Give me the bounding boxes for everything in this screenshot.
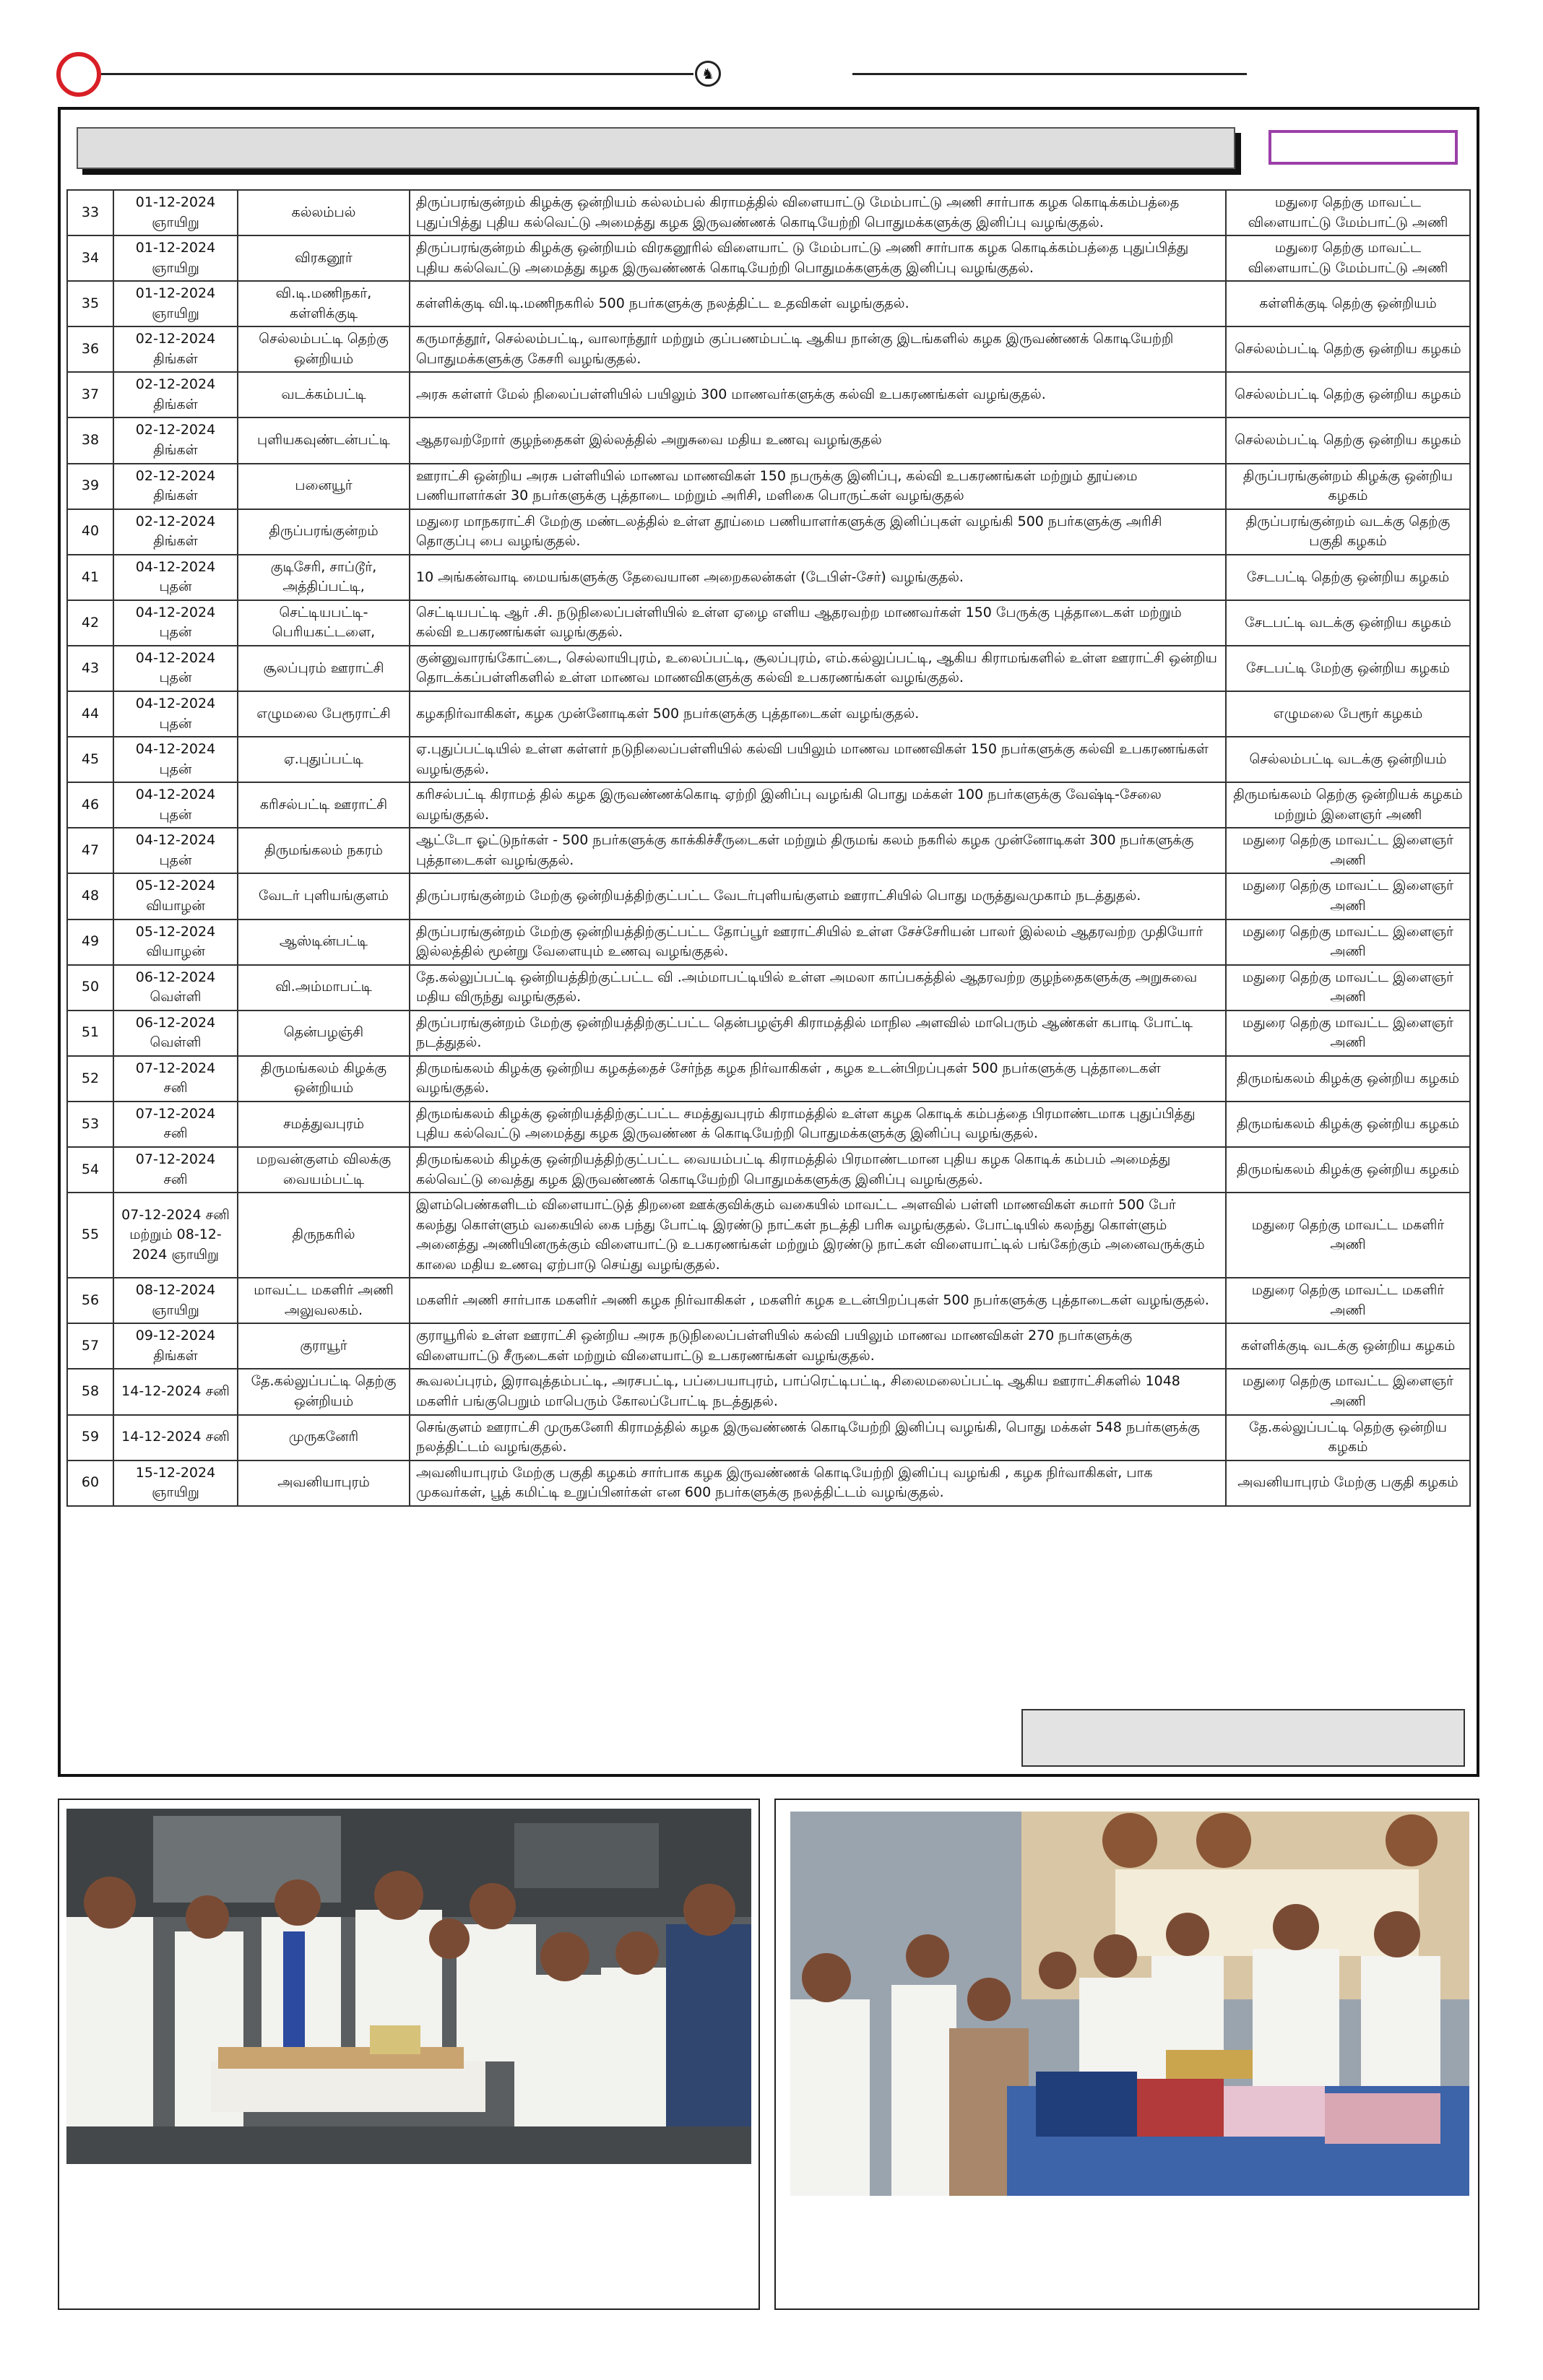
row-date-value: 04-12-2024	[135, 649, 216, 666]
title-tag-box	[1268, 130, 1458, 165]
row-description: திருமங்கலம் கிழக்கு ஒன்றியத்திற்குட்பட்ட சமத்துவபுரம் கிராமத்தில் உள்ள கழக கொடிக் கம்பத்தை பிரமாண்டமாக புதுப்பித்து புதிய கல்வெட்டு அமைத்து கழக இருவண்ண க் கொடியேற்றி பொதுமக்களுக்கு இனிப்பு வழங்குதல்.	[410, 1102, 1226, 1147]
row-date	[113, 1147, 238, 1193]
row-day-value: சனி	[163, 1125, 188, 1142]
row-date-value: 04-12-2024	[135, 696, 216, 712]
row-day-value: சனி	[163, 1171, 188, 1187]
table-row	[67, 965, 1470, 1011]
row-day-value: திங்கள்	[153, 350, 198, 367]
table-row	[67, 1147, 1470, 1193]
row-day-value: ஞாயிறு	[152, 259, 199, 276]
row-description: ஆதரவற்றோர் குழந்தைகள் இல்லத்தில் அறுசுவை மதிய உணவு வழங்குதல்	[410, 417, 1226, 463]
row-place: மறவன்குளம் விலக்கு வையம்பட்டி	[238, 1147, 410, 1193]
footer-note-box	[1021, 1709, 1465, 1767]
row-organizer: திருமங்கலம் கிழக்கு ஒன்றிய கழகம்	[1226, 1102, 1470, 1147]
row-number: 48	[67, 873, 113, 919]
row-date-value: 06-12-2024	[135, 1014, 216, 1031]
row-place: தே.கல்லுப்பட்டி தெற்கு ஒன்றியம்	[238, 1369, 410, 1414]
row-day-value: வியாழன்	[146, 943, 205, 960]
table-row	[67, 555, 1470, 600]
row-day-value: திங்கள்	[153, 442, 198, 459]
row-date	[113, 1461, 238, 1506]
row-place: வடக்கம்பட்டி	[238, 372, 410, 417]
row-date-value: 05-12-2024	[135, 923, 216, 940]
table-row	[67, 326, 1470, 372]
row-number: 33	[67, 190, 113, 235]
row-place: செல்லம்பட்டி தெற்கு ஒன்றியம்	[238, 326, 410, 372]
row-organizer: மதுரை தெற்கு மாவட்ட இளைஞர் அணி	[1226, 1369, 1470, 1414]
row-day-value: திங்கள்	[153, 533, 198, 550]
row-description: கள்ளிக்குடி வி.டி.மணிநகரில் 500 நபர்களுக்கு நலத்திட்ட உதவிகள் வழங்குதல்.	[410, 281, 1226, 326]
row-place: குராயூர்	[238, 1323, 410, 1369]
table-row	[67, 1415, 1470, 1461]
row-number: 44	[67, 691, 113, 737]
row-organizer: அவனியாபுரம் மேற்கு பகுதி கழகம்	[1226, 1461, 1470, 1506]
row-date-value: 02-12-2024	[135, 331, 216, 347]
row-day-value: வெள்ளி	[150, 989, 202, 1005]
row-place: திருப்பரங்குன்றம்	[238, 509, 410, 555]
photo-frame-right	[774, 1799, 1479, 2310]
row-number: 43	[67, 646, 113, 691]
row-date	[113, 555, 238, 600]
row-date	[113, 646, 238, 691]
table-row	[67, 600, 1470, 646]
row-organizer: திருமங்கலம் கிழக்கு ஒன்றிய கழகம்	[1226, 1056, 1470, 1102]
table-row	[67, 190, 1470, 235]
row-date	[113, 1323, 238, 1369]
row-date-value: 02-12-2024	[135, 467, 216, 484]
row-organizer: மதுரை தெற்கு மாவட்ட விளையாட்டு மேம்பாட்டு அணி	[1226, 190, 1470, 235]
row-place: தென்பழஞ்சி	[238, 1011, 410, 1056]
row-date	[113, 1056, 238, 1102]
row-description: திருப்பரங்குன்றம் கிழக்கு ஒன்றியம் கல்லம்பல் கிராமத்தில் விளையாட்டு மேம்பாட்டு அணி சார்பாக கழக கொடிக்கம்பத்தை புதுப்பித்து புதிய கல்வெட்டு அமைத்து கழக இருவண்ணக் கொடியேற்றி பொதுமக்களுக்கு இனிப்பு வழங்குதல்.	[410, 190, 1226, 235]
row-day-value: ஞாயிறு	[152, 214, 199, 230]
row-description: ஏ.புதுப்பட்டியில் உள்ள கள்ளர் நடுநிலைப்பள்ளியில் கல்வி பயிலும் மாணவ மாணவிகள் 150 நபர்களுக்கு கல்வி உபகரணங்கள் வழங்குதல்.	[410, 737, 1226, 782]
row-place: திருமங்கலம் கிழக்கு ஒன்றியம்	[238, 1056, 410, 1102]
row-day-value: புதன்	[159, 806, 192, 823]
row-date-value: 06-12-2024	[135, 969, 216, 985]
row-organizer: செல்லம்பட்டி தெற்கு ஒன்றிய கழகம்	[1226, 372, 1470, 417]
row-date-value: 07-12-2024	[135, 1151, 216, 1167]
header-rule-right	[852, 73, 1247, 75]
row-day-value: வெள்ளி	[150, 1034, 202, 1051]
row-description: திருப்பரங்குன்றம் மேற்கு ஒன்றியத்திற்குட்பட்ட தோப்பூர் ஊராட்சியில் உள்ள சேச்சேரியன் பாலர் இல்லம் ஆதரவற்ற முதியோர் இல்லத்தில் மூன்று வேளையும் உணவு வழங்குதல்.	[410, 919, 1226, 965]
row-date-value: 01-12-2024	[135, 194, 216, 210]
row-description: மகளிர் அணி சார்பாக மகளிர் அணி கழக நிர்வாகிகள் , மகளிர் கழக உடன்பிறப்புகள் 500 நபர்களுக்கு புத்தாடைகள் வழங்குதல்.	[410, 1278, 1226, 1323]
row-number: 49	[67, 919, 113, 965]
row-description: கரிசல்பட்டி கிராமத் தில் கழக இருவண்ணக்கொடி ஏற்றி இனிப்பு வழங்கி பொது மக்கள் 100 நபர்களுக்கு வேஷ்டி-சேலை வழங்குதல்.	[410, 782, 1226, 828]
row-place: மாவட்ட மகளிர் அணி அலுவலகம்.	[238, 1278, 410, 1323]
row-organizer: கள்ளிக்குடி வடக்கு ஒன்றிய கழகம்	[1226, 1323, 1470, 1369]
row-description: அரசு கள்ளர் மேல் நிலைப்பள்ளியில் பயிலும் 300 மாணவர்களுக்கு கல்வி உபகரணங்கள் வழங்குதல்.	[410, 372, 1226, 417]
row-number: 55	[67, 1193, 113, 1278]
row-description: திருப்பரங்குன்றம் மேற்கு ஒன்றியத்திற்குட்பட்ட தென்பழஞ்சி கிராமத்தில் மாநில அளவில் மாபெரும் ஆண்கள் கபாடி போட்டி நடத்துதல்.	[410, 1011, 1226, 1056]
row-date	[113, 1011, 238, 1056]
row-number: 59	[67, 1415, 113, 1461]
row-number: 57	[67, 1323, 113, 1369]
row-place: கரிசல்பட்டி ஊராட்சி	[238, 782, 410, 828]
row-date	[113, 1102, 238, 1147]
row-date-value: 14-12-2024 சனி	[121, 1383, 230, 1400]
row-date-value: 04-12-2024	[135, 558, 216, 575]
table-row	[67, 828, 1470, 873]
row-day-value: சனி	[163, 1080, 188, 1096]
row-place: புளியகவுண்டன்பட்டி	[238, 417, 410, 463]
row-number: 53	[67, 1102, 113, 1147]
row-place: ஆஸ்டின்பட்டி	[238, 919, 410, 965]
row-description: அவனியாபுரம் மேற்கு பகுதி கழகம் சார்பாக கழக இருவண்ணக் கொடியேற்றி இனிப்பு வழங்கி , கழக நிர்வாகிகள், பாக முகவர்கள், பூத் கமிட்டி உறுப்பினர்கள் என 600 நபர்களுக்கு நலத்திட்டம் வழங்குதல்.	[410, 1461, 1226, 1506]
row-place: சமத்துவபுரம்	[238, 1102, 410, 1147]
row-day-value: ஞாயிறு	[152, 1484, 199, 1501]
row-day-value: ஞாயிறு	[152, 1302, 199, 1318]
row-number: 58	[67, 1369, 113, 1414]
row-number: 41	[67, 555, 113, 600]
row-number: 60	[67, 1461, 113, 1506]
row-date-value: 04-12-2024	[135, 741, 216, 758]
row-number: 45	[67, 737, 113, 782]
row-number: 50	[67, 965, 113, 1011]
row-date-value: 01-12-2024	[135, 285, 216, 302]
table-row	[67, 1056, 1470, 1102]
row-day-value: ஞாயிறு	[152, 305, 199, 321]
photo-frame-left	[58, 1799, 760, 2310]
row-description: கருமாத்தூர், செல்லம்பட்டி, வாலாந்தூர் மற்றும் குப்பணம்பட்டி ஆகிய நான்கு இடங்களில் கழக இருவண்ணக் கொடியேற்றி பொதுமக்களுக்கு கேசரி வழங்குதல்.	[410, 326, 1226, 372]
row-date-value: 04-12-2024	[135, 832, 216, 849]
row-description: திருப்பரங்குன்றம் மேற்கு ஒன்றியத்திற்குட்பட்ட வேடர்புளியங்குளம் ஊராட்சியில் பொது மருத்துவமுகாம் நடத்துதல்.	[410, 873, 1226, 919]
photo-clothes-distribution-image	[790, 1812, 1469, 2196]
row-organizer: மதுரை தெற்கு மாவட்ட மகளிர் அணி	[1226, 1278, 1470, 1323]
row-description: திருமங்கலம் கிழக்கு ஒன்றிய கழகத்தைச் சேர்ந்த கழக நிர்வாகிகள் , கழக உடன்பிறப்புகள் 500 நபர்களுக்கு புத்தாடைகள் வழங்குதல்.	[410, 1056, 1226, 1102]
row-organizer: மதுரை தெற்கு மாவட்ட இளைஞர் அணி	[1226, 828, 1470, 873]
table-row	[67, 1102, 1470, 1147]
row-number: 39	[67, 464, 113, 509]
row-place: திருமங்கலம் நகரம்	[238, 828, 410, 873]
row-place: ஏ.புதுப்பட்டி	[238, 737, 410, 782]
row-place: கல்லம்பல்	[238, 190, 410, 235]
row-date-value: 02-12-2024	[135, 376, 216, 393]
row-day-value: புதன்	[159, 761, 192, 777]
row-date-value: 04-12-2024	[135, 604, 216, 620]
row-organizer: செல்லம்பட்டி தெற்கு ஒன்றிய கழகம்	[1226, 417, 1470, 463]
event-schedule-table	[66, 189, 1471, 1507]
row-day-value: திங்கள்	[153, 488, 198, 504]
row-description: இளம்பெண்களிடம் விளையாட்டுத் திறனை ஊக்குவிக்கும் வகையில் மாவட்ட அளவில் பள்ளி மாணவிகள் சுமார் 500 பேர் கலந்து கொள்ளும் வகையில் கை பந்து போட்டி இரண்டு நாட்கள் நடத்தி பரிசு வழங்குதல். போட்டியில் கலந்து கொள்ளும் அனைத்து அணியினருக்கும் விளையாட்டு உபகரணங்கள் மற்றும் இரண்டு நாட்கள் விளையாட்டில் பங்கேற்கும் அனைவருக்கும் காலை மதிய உணவு ஏற்பாடு செய்து வழங்குதல்.	[410, 1193, 1226, 1278]
row-date-value: 02-12-2024	[135, 513, 216, 529]
row-description: கூவலப்புரம், இராவுத்தம்பட்டி, அரசபட்டி, பப்பையாபுரம், பாப்ரெட்டிபட்டி, சிலைமலைப்பட்டி ஆகிய ஊராட்சிகளில் 1048 மகளிர் பங்குபெறும் மாபெரும் கோலப்போட்டி நடத்துதல்.	[410, 1369, 1226, 1414]
row-place: எழுமலை பேரூராட்சி	[238, 691, 410, 737]
row-place: செட்டியபட்டி- பெரியகட்டளை,	[238, 600, 410, 646]
row-date-value: 01-12-2024	[135, 240, 216, 256]
table-row	[67, 1323, 1470, 1369]
table-row	[67, 873, 1470, 919]
row-description: மதுரை மாநகராட்சி மேற்கு மண்டலத்தில் உள்ள தூய்மை பணியாளர்களுக்கு இனிப்புகள் வழங்கி 500 நபர்களுக்கு அரிசி தொகுப்பு பை வழங்குதல்.	[410, 509, 1226, 555]
row-date-value: 07-12-2024	[135, 1105, 216, 1122]
row-organizer: திருப்பரங்குன்றம் வடக்கு தெற்கு பகுதி கழகம்	[1226, 509, 1470, 555]
row-number: 54	[67, 1147, 113, 1193]
row-number: 46	[67, 782, 113, 828]
row-organizer: மதுரை தெற்கு மாவட்ட இளைஞர் அணி	[1226, 965, 1470, 1011]
row-description: ஊராட்சி ஒன்றிய அரசு பள்ளியில் மாணவ மாணவிகள் 150 நபருக்கு இனிப்பு, கல்வி உபகரணங்கள் மற்றும் தூய்மை பணியாளர்கள் 30 நபர்களுக்கு புத்தாடை மற்றும் அரிசி, மளிகை பொருட்கள் வழங்குதல்	[410, 464, 1226, 509]
row-place: பனையூர்	[238, 464, 410, 509]
row-date-value: 15-12-2024	[135, 1464, 216, 1481]
table-row	[67, 372, 1470, 417]
row-place: திருநகரில்	[238, 1193, 410, 1278]
row-organizer: செல்லம்பட்டி வடக்கு ஒன்றியம்	[1226, 737, 1470, 782]
row-description: செங்குளம் ஊராட்சி முருகனேரி கிராமத்தில் கழக இருவண்ணக் கொடியேற்றி இனிப்பு வழங்கி, பொது மக்கள் 548 நபர்களுக்கு நலத்திட்டம் வழங்குதல்.	[410, 1415, 1226, 1461]
row-date	[113, 190, 238, 235]
table-row	[67, 782, 1470, 828]
row-number: 40	[67, 509, 113, 555]
row-date-value: 08-12-2024	[135, 1282, 216, 1299]
row-place: வி.அம்மாபட்டி	[238, 965, 410, 1011]
photo-clothes-distribution-event	[790, 1812, 1469, 2196]
row-date-value: 07-12-2024	[135, 1060, 216, 1076]
row-organizer: மதுரை தெற்கு மாவட்ட மகளிர் அணி	[1226, 1193, 1470, 1278]
row-organizer: எழுமலை பேரூர் கழகம்	[1226, 691, 1470, 737]
table-row	[67, 1278, 1470, 1323]
row-date	[113, 1193, 238, 1278]
table-row	[67, 464, 1470, 509]
row-organizer: சேடபட்டி மேற்கு ஒன்றிய கழகம்	[1226, 646, 1470, 691]
row-day-value: புதன்	[159, 670, 192, 686]
row-description: ஆட்டோ ஓட்டுநர்கள் - 500 நபர்களுக்கு காக்கிச்சீருடைகள் மற்றும் திருமங் கலம் நகரில் கழக முன்னோடிகள் 300 நபர்களுக்கு புத்தாடைகள் வழங்குதல்.	[410, 828, 1226, 873]
row-date	[113, 737, 238, 782]
party-logo-icon	[56, 52, 101, 97]
row-organizer: கள்ளிக்குடி தெற்கு ஒன்றியம்	[1226, 281, 1470, 326]
row-organizer: மதுரை தெற்கு மாவட்ட இளைஞர் அணி	[1226, 919, 1470, 965]
row-number: 36	[67, 326, 113, 372]
row-day-value: புதன்	[159, 579, 192, 595]
row-description: தே.கல்லுப்பட்டி ஒன்றியத்திற்குட்பட்ட வி .அம்மாபட்டியில் உள்ள அமலா காப்பகத்தில் ஆதரவற்ற குழந்தைகளுக்கு அறுசுவை மதிய விருந்து வழங்குதல்.	[410, 965, 1226, 1011]
elephant-emblem-icon: ♞	[695, 61, 721, 87]
row-date	[113, 919, 238, 965]
table-row	[67, 691, 1470, 737]
row-date	[113, 600, 238, 646]
row-date	[113, 372, 238, 417]
row-place: குடிசேரி, சாப்டூர், அத்திப்பட்டி,	[238, 555, 410, 600]
row-number: 42	[67, 600, 113, 646]
row-organizer: சேடபட்டி தெற்கு ஒன்றிய கழகம்	[1226, 555, 1470, 600]
row-day-value: திங்கள்	[153, 1347, 198, 1364]
table-row	[67, 1193, 1470, 1278]
row-organizer: திருமங்கலம் கிழக்கு ஒன்றிய கழகம்	[1226, 1147, 1470, 1193]
row-number: 34	[67, 235, 113, 281]
row-day-value: மற்றும் 08-12-2024 ஞாயிறு	[129, 1226, 222, 1263]
row-date	[113, 235, 238, 281]
row-description: கழகநிர்வாகிகள், கழக முன்னோடிகள் 500 நபர்களுக்கு புத்தாடைகள் வழங்குதல்.	[410, 691, 1226, 737]
row-place: விரகனூர்	[238, 235, 410, 281]
table-row	[67, 281, 1470, 326]
row-organizer: தே.கல்லுப்பட்டி தெற்கு ஒன்றிய கழகம்	[1226, 1415, 1470, 1461]
row-date	[113, 782, 238, 828]
table-row	[67, 1369, 1470, 1414]
row-organizer: மதுரை தெற்கு மாவட்ட இளைஞர் அணி	[1226, 873, 1470, 919]
row-date	[113, 965, 238, 1011]
row-number: 37	[67, 372, 113, 417]
row-number: 47	[67, 828, 113, 873]
row-date-value: 14-12-2024 சனி	[121, 1429, 230, 1445]
row-organizer: சேடபட்டி வடக்கு ஒன்றிய கழகம்	[1226, 600, 1470, 646]
row-number: 38	[67, 417, 113, 463]
row-day-value: வியாழன்	[146, 897, 205, 914]
table-row	[67, 235, 1470, 281]
row-number: 56	[67, 1278, 113, 1323]
row-date	[113, 1369, 238, 1414]
row-day-value: புதன்	[159, 852, 192, 868]
row-organizer: திருமங்கலம் தெற்கு ஒன்றியக் கழகம் மற்றும் இளைஞர் அணி	[1226, 782, 1470, 828]
row-description: திருமங்கலம் கிழக்கு ஒன்றியத்திற்குட்பட்ட வையம்பட்டி கிராமத்தில் பிரமாண்டமான புதிய கழக கொடிக் கம்பம் அமைத்து கல்வெட்டு வைத்து கழக இருவண்ணக் கொடியேற்றி பொதுமக்களுக்கு இனிப்பு வழங்குதல்.	[410, 1147, 1226, 1193]
row-number: 51	[67, 1011, 113, 1056]
row-date	[113, 464, 238, 509]
row-date	[113, 417, 238, 463]
table-row	[67, 919, 1470, 965]
row-date-value: 02-12-2024	[135, 422, 216, 438]
photo-cake-cutting-image	[66, 1809, 751, 2164]
row-description: குராயூரில் உள்ள ஊராட்சி ஒன்றிய அரசு நடுநிலைப்பள்ளியில் கல்வி பயிலும் மாணவ மாணவிகள் 270 நபர்களுக்கு விளையாட்டு சீருடைகள் மற்றும் விளையாட்டு உபகரணங்கள் வழங்குதல்.	[410, 1323, 1226, 1369]
row-organizer: செல்லம்பட்டி தெற்கு ஒன்றிய கழகம்	[1226, 326, 1470, 372]
row-description: 10 அங்கன்வாடி மையங்களுக்கு தேவையான அறைகலன்கள் (டேபிள்-சேர்) வழங்குதல்.	[410, 555, 1226, 600]
row-number: 52	[67, 1056, 113, 1102]
header-rule-left	[101, 73, 693, 75]
row-place: முருகனேரி	[238, 1415, 410, 1461]
row-day-value: திங்கள்	[153, 396, 198, 412]
row-day-value: புதன்	[159, 624, 192, 641]
row-number: 35	[67, 281, 113, 326]
row-date	[113, 691, 238, 737]
table-row	[67, 417, 1470, 463]
row-place: சூலப்புரம் ஊராட்சி	[238, 646, 410, 691]
row-organizer: மதுரை தெற்கு மாவட்ட இளைஞர் அணி	[1226, 1011, 1470, 1056]
row-date-value: 07-12-2024 சனி	[121, 1206, 230, 1223]
table-row	[67, 646, 1470, 691]
photo-cake-cutting-event	[66, 1809, 751, 2164]
row-date-value: 04-12-2024	[135, 787, 216, 803]
title-banner	[77, 127, 1235, 169]
row-date	[113, 873, 238, 919]
row-description: குன்னுவாரங்கோட்டை, செல்லாயிபுரம், உலைப்பட்டி, சூலப்புரம், எம்.கல்லுப்பட்டி, ஆகிய கிராமங்களில் உள்ள ஊராட்சி ஒன்றிய தொடக்கப்பள்ளிகளில் உள்ள மாணவ மாணவிகளுக்கு கல்வி உபகரணங்கள் வழங்குதல்.	[410, 646, 1226, 691]
row-organizer: திருப்பரங்குன்றம் கிழக்கு ஒன்றிய கழகம்	[1226, 464, 1470, 509]
row-day-value: புதன்	[159, 715, 192, 732]
row-date	[113, 828, 238, 873]
row-date-value: 05-12-2024	[135, 878, 216, 894]
row-description: செட்டியபட்டி ஆர் .சி. நடுநிலைப்பள்ளியில் உள்ள ஏழை எளிய ஆதரவற்ற மாணவர்கள் 150 பேருக்கு புத்தாடைகள் மற்றும் கல்வி உபகரணங்கள் வழங்குதல்.	[410, 600, 1226, 646]
row-date	[113, 1415, 238, 1461]
row-place: வேடர் புளியங்குளம்	[238, 873, 410, 919]
row-description: திருப்பரங்குன்றம் கிழக்கு ஒன்றியம் விரகனூரில் விளையாட் டு மேம்பாட்டு அணி சார்பாக கழக கொடிக்கம்பத்தை புதுப்பித்து புதிய கல்வெட்டு அமைத்து கழக இருவண்ணக் கொடியேற்றி பொதுமக்களுக்கு இனிப்பு வழங்குதல்.	[410, 235, 1226, 281]
row-date	[113, 1278, 238, 1323]
row-place: வி.டி.மணிநகர், கள்ளிக்குடி	[238, 281, 410, 326]
table-row	[67, 509, 1470, 555]
row-date	[113, 509, 238, 555]
table-row	[67, 1011, 1470, 1056]
row-place: அவனியாபுரம்	[238, 1461, 410, 1506]
row-date	[113, 281, 238, 326]
table-row	[67, 737, 1470, 782]
table-row	[67, 1461, 1470, 1506]
row-organizer: மதுரை தெற்கு மாவட்ட விளையாட்டு மேம்பாட்டு அணி	[1226, 235, 1470, 281]
row-date	[113, 326, 238, 372]
row-date-value: 09-12-2024	[135, 1328, 216, 1344]
